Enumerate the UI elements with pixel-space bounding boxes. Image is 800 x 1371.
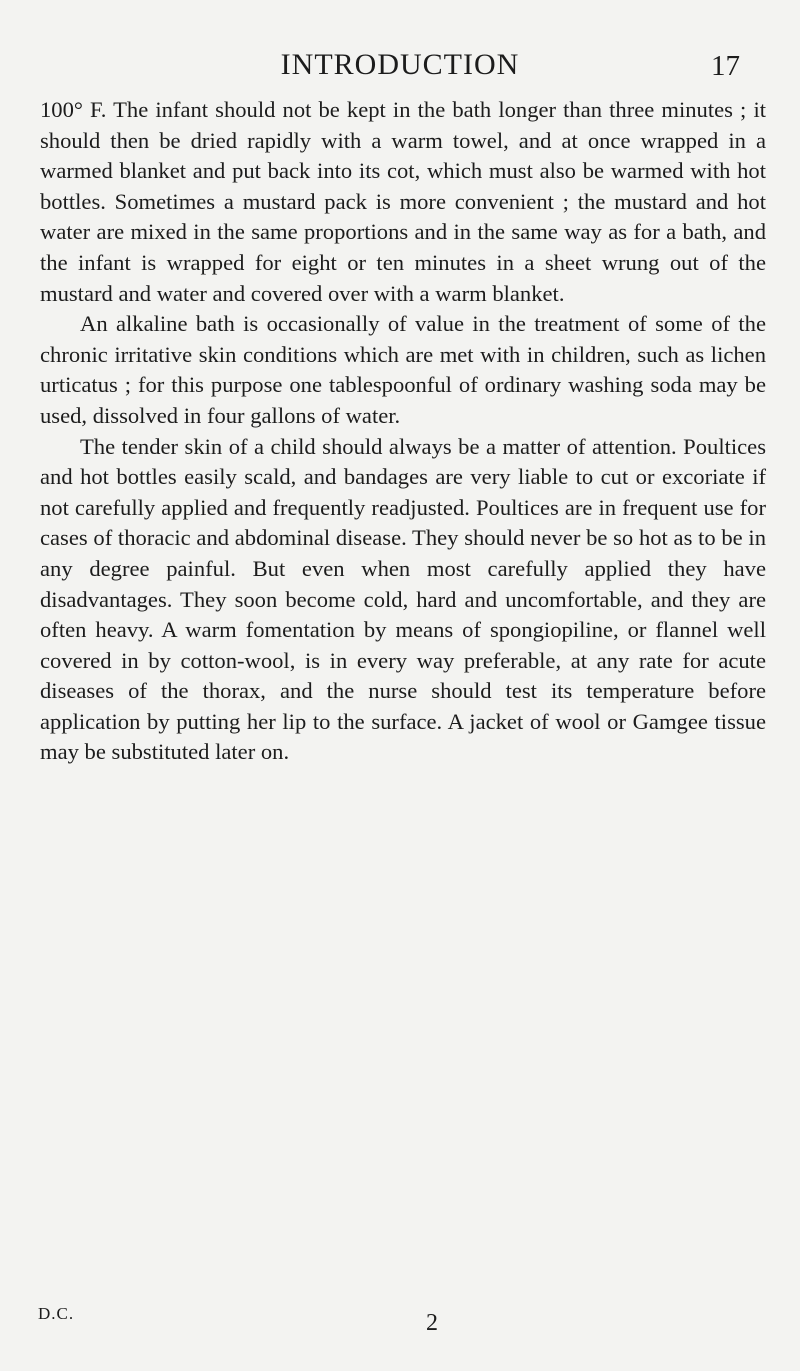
page-number: 17 <box>711 50 740 82</box>
paragraph: 100° F. The infant should not be kept in the bath longer than three minutes ; it should then be dried rapidly with a warm towel, and at once wrapped in a warmed blanket and put back into its cot, which must also be warmed with hot bottles. Sometimes a mustard pack is more convenient ; the mustard and hot water are mixed in the same proportions and in the same way as for a bath, and the infant is wrapped for eight or ten minutes in a sheet wrung out of the mustard and water and covered over with a warm blanket. <box>40 97 766 306</box>
body-text <box>40 95 766 768</box>
signature-number: 2 <box>426 1310 438 1336</box>
running-header <box>0 48 800 88</box>
paragraph: The tender skin of a child should always be a matter of attention. Poultices and hot bottles easily scald, and bandages are very liable to cut or excoriate if not carefully applied and frequently readjusted. Poultices are in frequent use for cases of thoracic and abdominal disease. They should never be so hot as to be in any degree painful. But even when most carefully applied they have disadvantages. They soon become cold, hard and uncomfortable, and they are often heavy. A warm fomentation by means of spongiopiline, or flannel well covered in by cotton-wool, is in every way preferable, at any rate for acute diseases of the thorax, and the nurse should test its temperature before application by putting her lip to the surface. A jacket of wool or Gamgee tissue may be substituted later on. <box>40 433 766 765</box>
running-title: INTRODUCTION <box>280 48 520 81</box>
signature-mark: D.C. <box>38 1304 75 1323</box>
paragraph: An alkaline bath is occasionally of value in the treatment of some of the chronic irritative skin conditions which are met with in children, such as lichen urticatus ; for this purpose one tablespoonful of ordinary washing soda may be used, dissolved in four gallons of water. <box>40 311 766 428</box>
